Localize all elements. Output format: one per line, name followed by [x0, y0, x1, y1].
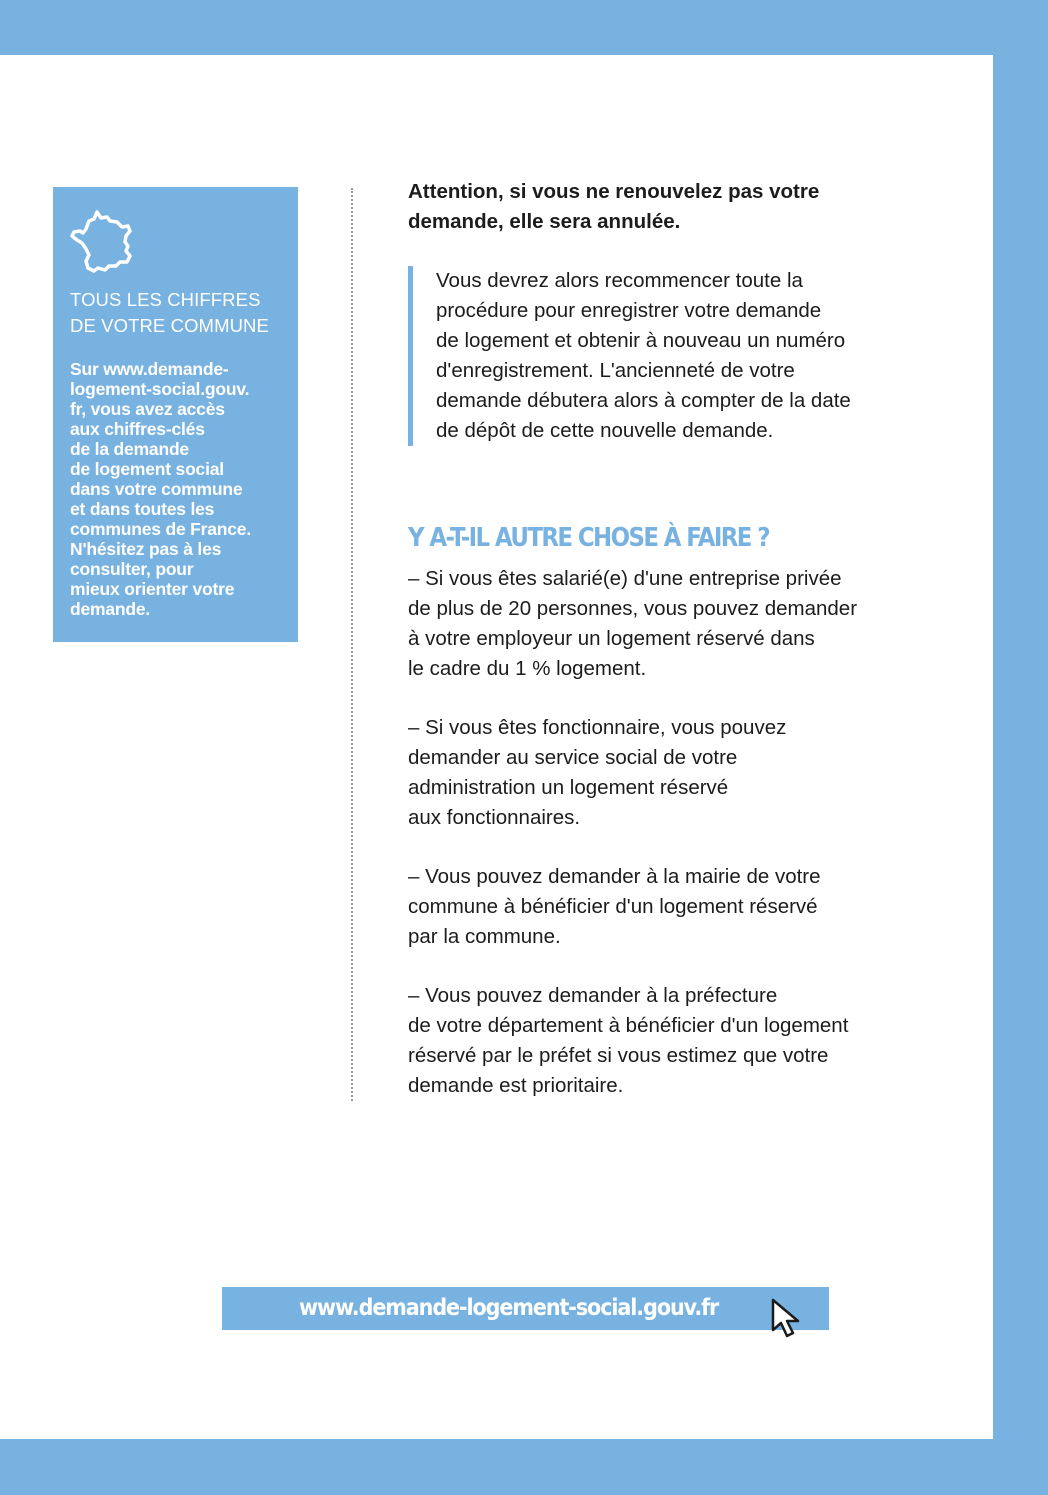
sidebar-text-line: demande.	[70, 599, 151, 619]
paragraph-line: de votre département à bénéficier d'un logement	[408, 1014, 849, 1037]
sidebar-text	[70, 359, 288, 619]
sidebar-title-line: DE VOTRE COMMUNE	[70, 315, 269, 336]
sidebar-text-line: mieux orienter votre	[70, 579, 235, 599]
quote-line: de logement et obtenir à nouveau un numéro	[436, 329, 846, 352]
paragraph-line: administration un logement réservé	[408, 776, 729, 799]
website-url-banner[interactable]	[222, 1287, 829, 1330]
quote-line: de dépôt de cette nouvelle demande.	[436, 419, 774, 442]
quote-line: procédure pour enregistrer votre demande	[436, 299, 822, 322]
option-paragraph	[408, 862, 968, 952]
options-list	[408, 564, 968, 1101]
paragraph-line: à votre employeur un logement réservé dans	[408, 627, 815, 650]
sidebar-title	[70, 287, 288, 339]
sidebar-text-line: logement-social.gouv.	[70, 379, 250, 399]
paragraph-line: – Si vous êtes salarié(e) d'une entreprise privée	[408, 567, 842, 590]
section-heading: Y A-T-IL AUTRE CHOSE À FAIRE ?	[408, 523, 769, 553]
sidebar-text-line: de logement social	[70, 459, 224, 479]
renewal-quote	[408, 266, 968, 446]
paragraph-line: par la commune.	[408, 925, 561, 948]
sidebar-text-line: Sur www.demande-	[70, 359, 229, 379]
sidebar-text-line: de la demande	[70, 439, 189, 459]
sidebar-text-line: et dans toutes les	[70, 499, 215, 519]
paragraph-line: le cadre du 1 % logement.	[408, 657, 647, 680]
paragraph-line: réservé par le préfet si vous estimez que votre	[408, 1044, 829, 1067]
quote-line: d'enregistrement. L'ancienneté de votre	[436, 359, 795, 382]
option-paragraph	[408, 564, 968, 684]
warning-text	[408, 177, 968, 237]
france-map-icon	[70, 209, 136, 275]
sidebar-text-line: consulter, pour	[70, 559, 194, 579]
option-paragraph	[408, 981, 968, 1101]
paragraph-line: aux fonctionnaires.	[408, 806, 581, 829]
paragraph-line: demander au service social de votre	[408, 746, 738, 769]
option-paragraph	[408, 713, 968, 833]
paragraph-line: – Vous pouvez demander à la préfecture	[408, 984, 778, 1007]
paragraph-line: de plus de 20 personnes, vous pouvez demander	[408, 597, 858, 620]
page-sheet	[0, 55, 993, 1439]
paragraph-line: commune à bénéficier d'un logement réservé	[408, 895, 818, 918]
sidebar-title-line: TOUS LES CHIFFRES	[70, 289, 261, 310]
sidebar-text-line: dans votre commune	[70, 479, 243, 499]
paragraph-line: – Si vous êtes fonctionnaire, vous pouvez	[408, 716, 787, 739]
mouse-pointer-icon	[768, 1297, 812, 1341]
warning-line: demande, elle sera annulée.	[408, 210, 681, 233]
dotted-divider	[351, 188, 353, 1101]
commune-figures-box	[53, 187, 298, 642]
sidebar-text-line: N'hésitez pas à les	[70, 539, 222, 559]
sidebar-text-line: communes de France.	[70, 519, 251, 539]
quote-line: Vous devrez alors recommencer toute la	[436, 269, 803, 292]
warning-line: Attention, si vous ne renouvelez pas votre	[408, 180, 820, 203]
paragraph-line: demande est prioritaire.	[408, 1074, 624, 1097]
main-column	[408, 177, 968, 1130]
quote-line: demande débutera alors à compter de la date	[436, 389, 851, 412]
sidebar-text-line: fr, vous avez accès	[70, 399, 225, 419]
sidebar-text-line: aux chiffres-clés	[70, 419, 205, 439]
website-url-link[interactable]: www.demande-logement-social.gouv.fr	[299, 1295, 719, 1321]
paragraph-line: – Vous pouvez demander à la mairie de votre	[408, 865, 821, 888]
